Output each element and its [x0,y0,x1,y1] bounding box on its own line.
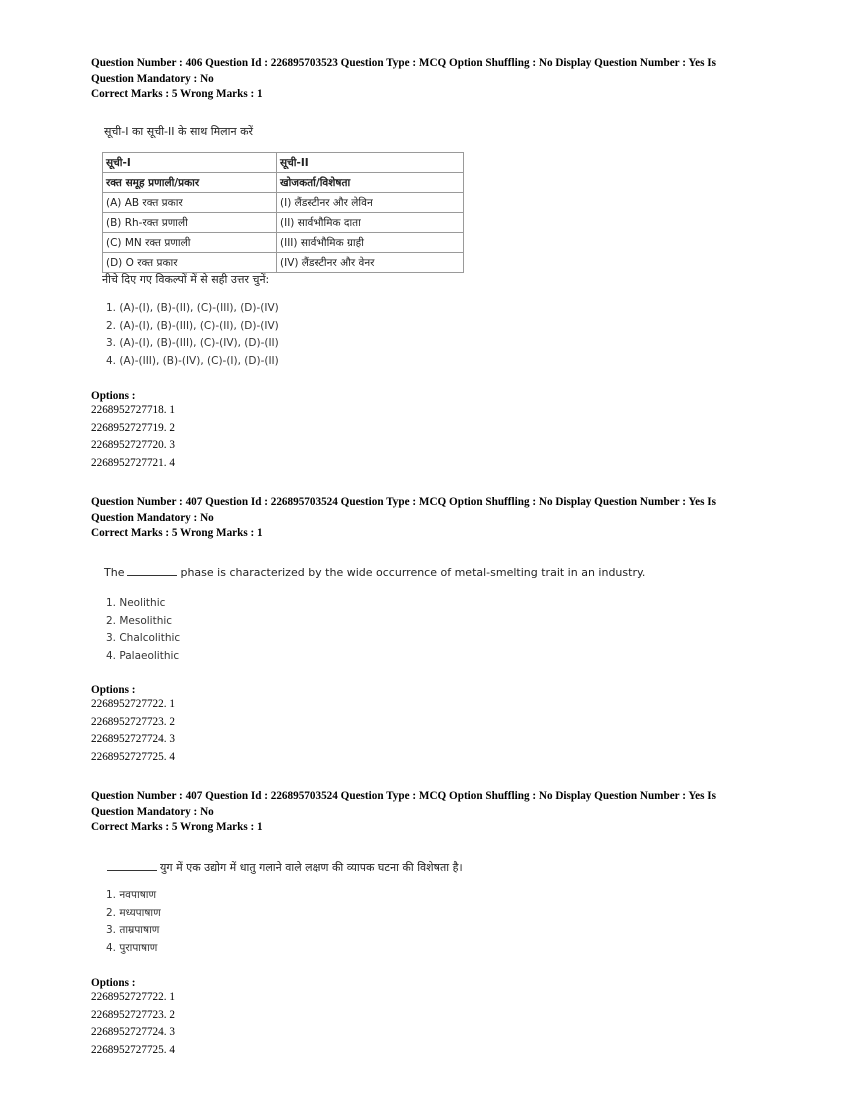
options-title: Options : [91,684,136,696]
table-cell: (B) Rh-रक्त प्रणाली [103,213,277,233]
choice-item: 3. (A)-(I), (B)-(III), (C)-(IV), (D)-(II) [106,337,279,349]
table-cell: (A) AB रक्त प्रकार [103,193,277,213]
option-id: 2268952727719. 2 [91,421,175,434]
question-407-hi [91,789,761,836]
option-id: 2268952727721. 4 [91,456,175,469]
answer-blank [127,566,177,576]
answer-choices [106,595,776,665]
question-407-en [91,495,761,542]
choice-item: 3. ताम्रपाषाण [106,924,160,936]
choice-item: 1. (A)-(I), (B)-(II), (C)-(III), (D)-(IV) [106,302,279,314]
question-header: Question Number : 406 Question Id : 226895703523 Question Type : MCQ Option Shuffling : No Display Question Number : Yes Is Question Mandatory : No Correct Marks : 5 Wrong Marks : 1 [91,57,717,100]
match-instruction: सूची-I का सूची-II के साथ मिलान करें [104,125,254,138]
option-id: 2268952727722. 1 [91,698,175,710]
table-row [103,253,464,273]
table-cell: सूची-I [103,153,277,173]
match-table [102,152,464,273]
choice-item: 4. Palaeolithic [106,649,180,662]
choice-item: 1. नवपाषाण [106,889,157,901]
table-cell: खोजकर्ता/विशेषता [277,173,464,193]
table-cell: (II) सार्वभौमिक दाता [277,213,464,233]
choice-item: 2. (A)-(I), (B)-(III), (C)-(II), (D)-(IV) [106,319,279,332]
choice-item: 4. पुरापाषाण [106,941,158,954]
table-row [103,233,464,253]
table-cell: (C) MN रक्त प्रणाली [103,233,277,253]
answer-blank [107,861,157,871]
match-table-wrapper [102,152,772,273]
options-block [91,684,761,766]
table-row [103,193,464,213]
option-id: 2268952727720. 3 [91,439,175,452]
table-cell: (IV) लैंडस्टीनर और वेनर [277,253,464,273]
option-id: 2268952727718. 1 [91,404,175,416]
choice-item: 3. Chalcolithic [106,632,181,644]
question-header: Question Number : 407 Question Id : 226895703524 Question Type : MCQ Option Shuffling : No Display Question Number : Yes Is Question Mandatory : No Correct Marks : 5 Wrong Marks : 1 [91,496,717,539]
table-row [103,173,464,193]
question-406 [91,56,761,103]
option-id: 2268952727723. 2 [91,1008,175,1021]
choice-item: 1. Neolithic [106,597,166,609]
answer-choices [106,300,776,370]
question-stem: युग में एक उद्योग में धातु गलाने वाले लक्षण की व्यापक घटना की विशेषता है। [104,860,774,875]
options-block [91,977,761,1059]
question-header: Question Number : 407 Question Id : 226895703524 Question Type : MCQ Option Shuffling : No Display Question Number : Yes Is Question Mandatory : No Correct Marks : 5 Wrong Marks : 1 [91,790,717,833]
table-cell: (D) O रक्त प्रकार [103,253,277,273]
table-cell: (III) सार्वभौमिक ग्राही [277,233,464,253]
table-cell: सूची-II [277,153,464,173]
choice-item: 2. मध्यपाषाण [106,906,161,919]
table-cell: (I) लैंडस्टीनर और लेविन [277,193,464,213]
options-title: Options : [91,390,136,402]
options-title: Options : [91,977,136,989]
question-stem: The phase is characterized by the wide occurrence of metal-smelting trait in an industry. [104,566,646,579]
option-id: 2268952727722. 1 [91,991,175,1003]
options-block [91,390,761,472]
table-header-row [103,153,464,173]
option-id: 2268952727724. 3 [91,1026,175,1039]
choice-item: 4. (A)-(III), (B)-(IV), (C)-(I), (D)-(II) [106,354,279,367]
table-cell: रक्त समूह प्रणाली/प्रकार [103,173,277,193]
table-row [103,213,464,233]
choose-instruction: नीचे दिए गए विकल्पों में से सही उत्तर चुनें: [102,273,270,286]
option-id: 2268952727725. 4 [91,750,175,763]
option-id: 2268952727723. 2 [91,715,175,728]
option-id: 2268952727725. 4 [91,1043,175,1056]
option-id: 2268952727724. 3 [91,733,175,746]
answer-choices [106,887,776,957]
choice-item: 2. Mesolithic [106,614,173,627]
